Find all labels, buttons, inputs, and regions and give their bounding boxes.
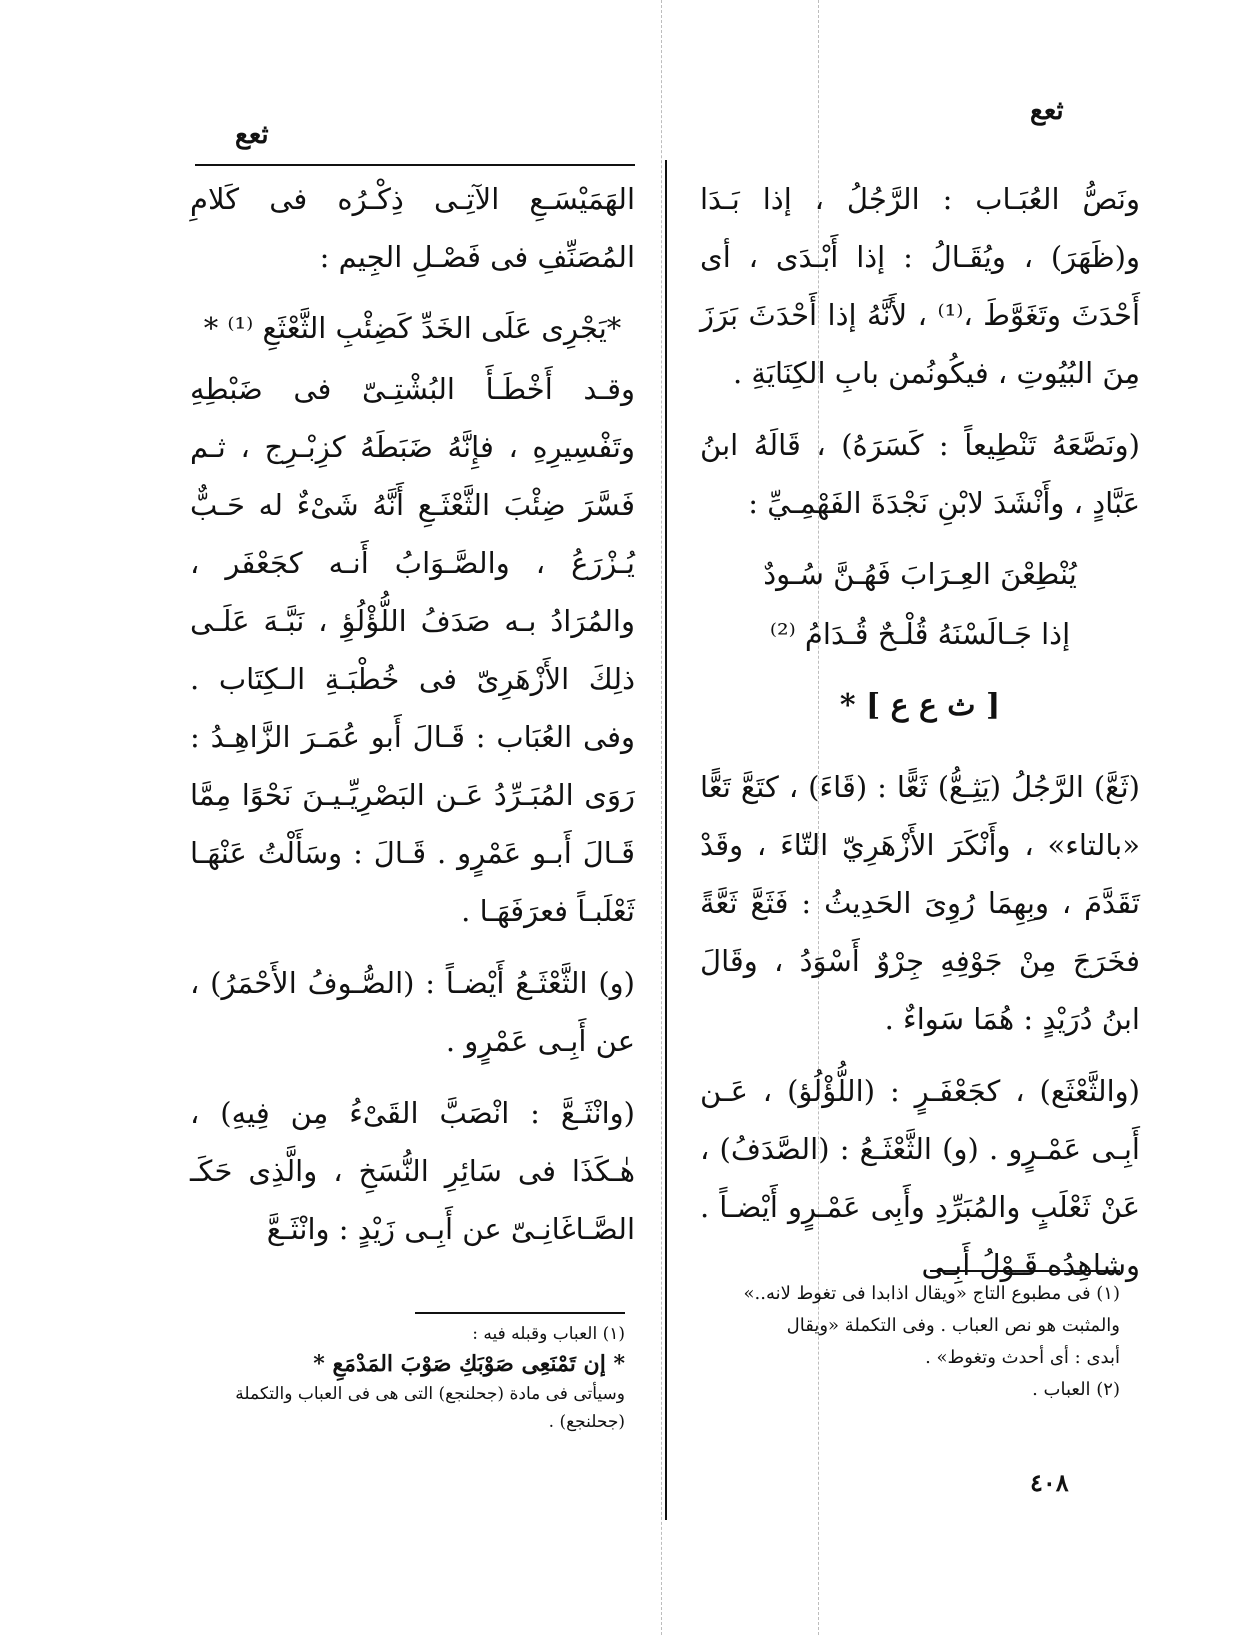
footnote-line: (٢) العباب . bbox=[1032, 1379, 1120, 1400]
footnotes-left bbox=[195, 1320, 625, 1436]
paragraph: (وانْثَـعَّ : انْصَبَّ القَىْءُ مِن فِيهِ) ، هٰـكَذَا فى سَائِرِ النُّسَخِ ، والَّذِى حَكَـ الصَّـاغَانِـىّ عن أَبِـى زَيْدٍ : وانْثَـعَّ bbox=[190, 1096, 635, 1246]
scan-fold-line bbox=[661, 0, 662, 1635]
paragraph: ونَصُّ العُبَـاب : الرَّجُلُ ، إذا بَـدَا و(ظَهَرَ) ، ويُقَـالُ : إذا أَبْـدَى ، أى أَحْدَثَ وتَغَوَّطَ ،⁽¹⁾ ، لأَنَّهُ إذا أَحْدَثَ بَرَزَ مِنَ البُيُوتِ ، فيكُونُمن بابِ الكِنَايَةِ . bbox=[700, 182, 1141, 390]
paragraph: (ثَعَّ) الرَّجُلُ (يَثِـعُّ) ثَعًّا : (قَاءَ) ، كتَعَّ تَعًّا «بالتاء» ، وأَنْكَرَ الأَزْهَرِيّ التّاءَ ، وقَدْ تَقَدَّمَ ، وبِهِمَا رُوِىَ الحَدِيثُ : فَثَعَّ ثَعَّةً فخَرَجَ مِنْ جَوْفِهِ جِرْوٌ أَسْوَدُ ، وقَالَ ابنُ دُرَيْدٍ : هُمَا سَواءٌ . bbox=[700, 770, 1140, 1036]
paragraph: (ونَصَّعَهُ تَنْطِيعاً : كَسَرَهُ) ، قَالَهُ ابنُ عَبَّادٍ ، وأَنْشَدَ لابْنِ نَجْدَةَ الفَهْمِـيِّ : bbox=[700, 428, 1140, 520]
paragraph: الهَمَيْسَـعِ الآتِـى ذِكْـرُه فى كَلامِ المُصَنِّفِ فى فَصْـلِ الجِيم : bbox=[190, 182, 635, 274]
footnote-line: وسيأتى فى مادة (جحلنجع) التى هى فى العباب والتكملة bbox=[235, 1384, 625, 1404]
footnote-rule bbox=[415, 1312, 625, 1314]
footnote-line: (جحلنجع) . bbox=[548, 1412, 625, 1432]
verse-line: يُنْطِعْنَ العِـرَابَ فَهُـنَّ سُـودٌ bbox=[763, 557, 1077, 591]
verse-line: *يَجْرِى عَلَى الخَدِّ كَضِئْبِ الثَّعْثَعِ ⁽¹⁾ * bbox=[203, 311, 622, 345]
paragraph: (والثَّعْثَع) ، كجَعْفَـرٍ : (اللُّؤْلُؤ) ، عَـن أَبِـى عَمْـرٍو . (و) الثَّعْثَـعُ : (الصَّدَفُ) ، عَنْ ثَعْلَبٍ والمُبَرِّدِ وأَبِى عَمْـرٍو أَيْضـاً . وشاهِدُه قَـوْلُ أَبِـى bbox=[700, 1074, 1140, 1282]
paragraph: (و) الثَّعْثَـعُ أَيْضـاً : (الصُّـوفُ الأَحْمَرُ) ، عن أَبِـى عَمْرٍو . bbox=[190, 966, 635, 1058]
footnote-line: أبدى : أى أحدث وتغوط» . bbox=[925, 1347, 1120, 1368]
footnotes-right bbox=[700, 1278, 1120, 1406]
left-column bbox=[190, 170, 635, 1272]
page-number: ٤٠٨ bbox=[1030, 1468, 1069, 1497]
footnote-line: (١) فى مطبوع التاج «ويقال اذابدا فى تغوط لانه..» bbox=[743, 1283, 1120, 1304]
running-head-left: ثعع bbox=[235, 120, 269, 150]
footnote-line: (١) العباب وقبله فيه : bbox=[472, 1324, 625, 1344]
running-head-right: ثعع bbox=[1030, 96, 1064, 126]
column-divider bbox=[665, 160, 667, 1520]
footnote-verse: * إن تَمْنَعِى صَوْبَكِ صَوْبَ المَدْمَعِ * bbox=[313, 1351, 625, 1377]
footnote-line: والمثبت هو نص العباب . وفى التكملة «ويقال bbox=[786, 1315, 1120, 1336]
paragraph: وقـد أَخْطَـأَ البُشْتِـىّ فى ضَبْطِهِ وتَفْسِيرِهِ ، فإِنَّهُ ضَبَطَهُ كزِبْـرِج ، ثـم فَسَّرَ ضِئْبَ الثَّعْثَـعِ أَنَّهُ شَىْءٌ له حَـبٌّ يُـزْرَعُ ، والصَّـوَابُ أَنـه كجَعْفَر ، والمُرَادُ بـه صَدَفُ اللُّؤْلُؤِ ، نَبَّـهَ عَلَـى ذلِكَ الأَزْهَرِىّ فى خُطْبَـةِ الـكِتَاب . وفى العُبَاب : قَـالَ أَبو عُمَـرَ الزَّاهِـدُ : رَوَى المُبَـرِّدُ عَـن البَصْرِيِّـيـنَ نَحْوًا مِمَّا قَـالَ أَبـو عَمْرٍو . قَـالَ : وسَأَلْتُ عَنْهَـا ثَعْلَبـاً فعرَفَهَـا . bbox=[190, 372, 635, 928]
header-rule bbox=[195, 164, 635, 166]
verse-line: إذا جَـالَسْنَهُ قُلْـحٌ قُـدَامُ ⁽²⁾ bbox=[769, 617, 1071, 651]
entry-heading: [ ث ع ع ] * bbox=[839, 688, 1001, 723]
right-column bbox=[700, 170, 1140, 1308]
footnote-rule bbox=[930, 1270, 1120, 1272]
